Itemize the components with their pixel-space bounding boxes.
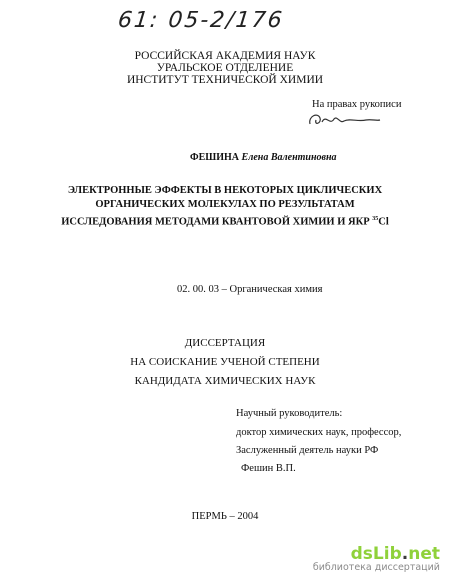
dissertation-line-2: НА СОИСКАНИЕ УЧЕНОЙ СТЕПЕНИ — [130, 356, 320, 368]
org-line-academy: РОССИЙСКАЯ АКАДЕМИЯ НАУК — [134, 50, 316, 62]
org-line-branch: УРАЛЬСКОЕ ОТДЕЛЕНИЕ — [156, 62, 294, 74]
dissertation-line-1: ДИССЕРТАЦИЯ — [184, 337, 266, 349]
author-given-names: Елена Валентиновна — [241, 152, 337, 163]
city-year: ПЕРМЬ – 2004 — [191, 511, 259, 522]
isotope-mass-number: 35 — [372, 216, 379, 222]
author-surname: ФЕШИНА — [190, 152, 240, 163]
org-line-institute: ИНСТИТУТ ТЕХНИЧЕСКОЙ ХИМИИ — [126, 74, 324, 86]
specialty-code: 02. 00. 03 – Органическая химия — [177, 284, 323, 295]
author-name — [190, 152, 337, 163]
advisor-label: Научный руководитель: — [236, 408, 343, 419]
handwritten-signature — [306, 110, 382, 130]
rights-note: На правах рукописи — [312, 99, 402, 110]
advisor-honor: Заслуженный деятель науки РФ — [236, 445, 379, 456]
element-symbol: Cl — [378, 216, 389, 228]
advisor-name: Фешин В.П. — [241, 463, 296, 474]
advisor-degree: доктор химических наук, профессор, — [236, 427, 402, 438]
title-line-2: ОРГАНИЧЕСКИХ МОЛЕКУЛАХ ПО РЕЗУЛЬТАТАМ — [95, 199, 355, 210]
watermark-logo[interactable] — [313, 544, 440, 573]
title-line-3-text: ИССЛЕДОВАНИЯ МЕТОДАМИ КВАНТОВОЙ ХИМИИ И ЯКР — [61, 216, 370, 228]
handwritten-archive-number: 61: 05-2/176 — [116, 8, 286, 33]
watermark-brand: dsLib.net — [350, 544, 440, 564]
dissertation-line-3: КАНДИДАТА ХИМИЧЕСКИХ НАУК — [134, 375, 316, 387]
title-line-3 — [0, 213, 450, 229]
watermark-subtitle: библиотека диссертаций — [312, 562, 440, 573]
title-line-1: ЭЛЕКТРОННЫЕ ЭФФЕКТЫ В НЕКОТОРЫХ ЦИКЛИЧЕСКИХ — [67, 185, 383, 196]
